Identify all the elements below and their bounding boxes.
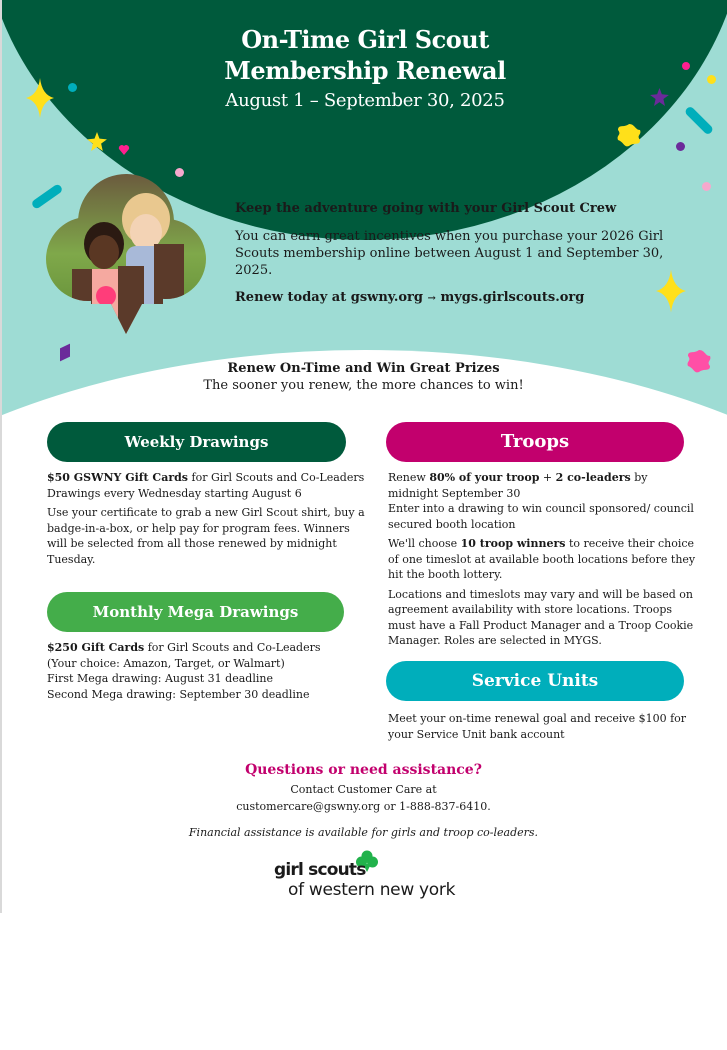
- monthly-drawings-details: [47, 640, 367, 702]
- confetti-dot-icon: [702, 182, 711, 191]
- confetti-dot-icon: [68, 83, 77, 92]
- weekly-description: Use your certificate to grab a new Girl Scout shirt, buy a badge-in-a-box, or help pay for program fees. Winners will be selected from all those renewed by midnight Tuesday.: [47, 506, 365, 566]
- confetti-clover-icon: [616, 122, 642, 148]
- monthly-mega-drawings-banner: Monthly Mega Drawings: [47, 592, 344, 632]
- text: to receive their choice of one timeslot at available booth locations before they hit the booth lottery.: [388, 537, 696, 581]
- confetti-clover-icon: [686, 348, 712, 374]
- questions-heading: Questions or need assistance?: [245, 762, 482, 778]
- renew-cta: [235, 289, 665, 307]
- troops-banner: Troops: [386, 422, 684, 462]
- text: We'll choose: [388, 537, 461, 550]
- weekly-prize-recipients: for Girl Scouts and Co-Leaders: [188, 471, 365, 484]
- arrow-right-icon: →: [427, 293, 436, 304]
- logo-wordmark: girl scouts: [274, 860, 366, 880]
- intro-section: [235, 200, 665, 307]
- weekly-prize-amount: $50 GSWNY Gift Cards: [47, 471, 188, 484]
- troops-requirement: [388, 470, 698, 501]
- intro-body: You can earn great incentives when you purchase your 2026 Girl Scouts membership online between August 1 and September 30, 2025.: [235, 229, 664, 278]
- prizes-subtitle: The sooner you renew, the more chances to win!: [203, 378, 524, 393]
- page-title: [150, 24, 580, 86]
- prizes-heading: [150, 360, 577, 394]
- weekly-drawings-details: [47, 470, 367, 567]
- text: +: [539, 471, 556, 484]
- service-units-banner: Service Units: [386, 661, 684, 701]
- troops-notes: Locations and timeslots may vary and will be based on agreement availability with store locations. Troops must have a Fall Product Manager and a Troop Cookie Manager. Roles are selected in MYGS.: [388, 587, 694, 647]
- confetti-dot-icon: [676, 142, 685, 151]
- financial-assistance-note: Financial assistance is available for girls and troop co-leaders.: [188, 826, 539, 839]
- trefoil-photo: [46, 174, 206, 334]
- intro-lead: Keep the adventure going with your Girl Scout Crew: [235, 201, 617, 216]
- girl-scouts-logo: [274, 848, 474, 908]
- winner-count: 10 troop winners: [460, 537, 566, 550]
- text: by midnight September 30: [388, 471, 648, 500]
- confetti-dot-icon: [707, 75, 716, 84]
- star-icon: [650, 88, 669, 106]
- troops-drawing: Enter into a drawing to win council sponsored/ council secured booth location: [388, 502, 694, 531]
- monthly-first-deadline: First Mega drawing: August 31 deadline: [47, 672, 273, 685]
- weekly-drawings-banner: Weekly Drawings: [47, 422, 346, 462]
- questions-section: [150, 761, 577, 840]
- page-edge: [0, 0, 2, 913]
- renewal-dates: August 1 – September 30, 2025: [225, 90, 505, 111]
- troops-winners: [388, 536, 698, 583]
- weekly-prize-line: [47, 470, 367, 486]
- text: Renew: [388, 471, 430, 484]
- contact-info: [150, 781, 577, 815]
- service-units-details: Meet your on-time renewal goal and receive $100 for your Service Unit bank account: [388, 712, 687, 741]
- header: [150, 24, 580, 111]
- star-icon: [87, 132, 107, 151]
- title-line-1: On-Time Girl Scout: [241, 25, 489, 54]
- logo-council-name: of western new york: [288, 880, 456, 900]
- prizes-title: Renew On-Time and Win Great Prizes: [227, 361, 500, 376]
- monthly-prize-recipients: for Girl Scouts and Co-Leaders: [144, 641, 321, 654]
- monthly-choices: (Your choice: Amazon, Target, or Walmart): [47, 656, 285, 670]
- co-leader-count: 2 co-leaders: [555, 471, 631, 484]
- confetti-dot-icon: [682, 62, 690, 70]
- weekly-schedule: Drawings every Wednesday starting August 6: [47, 486, 302, 500]
- title-line-2: Membership Renewal: [224, 56, 506, 85]
- mygs-link[interactable]: mygs.girlscouts.org: [440, 290, 585, 305]
- sparkle-icon: [26, 78, 54, 118]
- monthly-prize-line: [47, 640, 367, 656]
- troops-details: [388, 470, 698, 649]
- monthly-prize-amount: $250 Gift Cards: [47, 641, 145, 654]
- heart-icon: [118, 144, 130, 156]
- troop-percentage: 80% of your troop: [429, 471, 540, 484]
- gswny-link[interactable]: Renew today at gswny.org: [235, 290, 423, 305]
- monthly-second-deadline: Second Mega drawing: September 30 deadline: [47, 687, 310, 701]
- contact-email-phone[interactable]: customercare@gswny.org or 1-888-837-6410.: [236, 800, 491, 813]
- contact-line: Contact Customer Care at: [290, 783, 437, 796]
